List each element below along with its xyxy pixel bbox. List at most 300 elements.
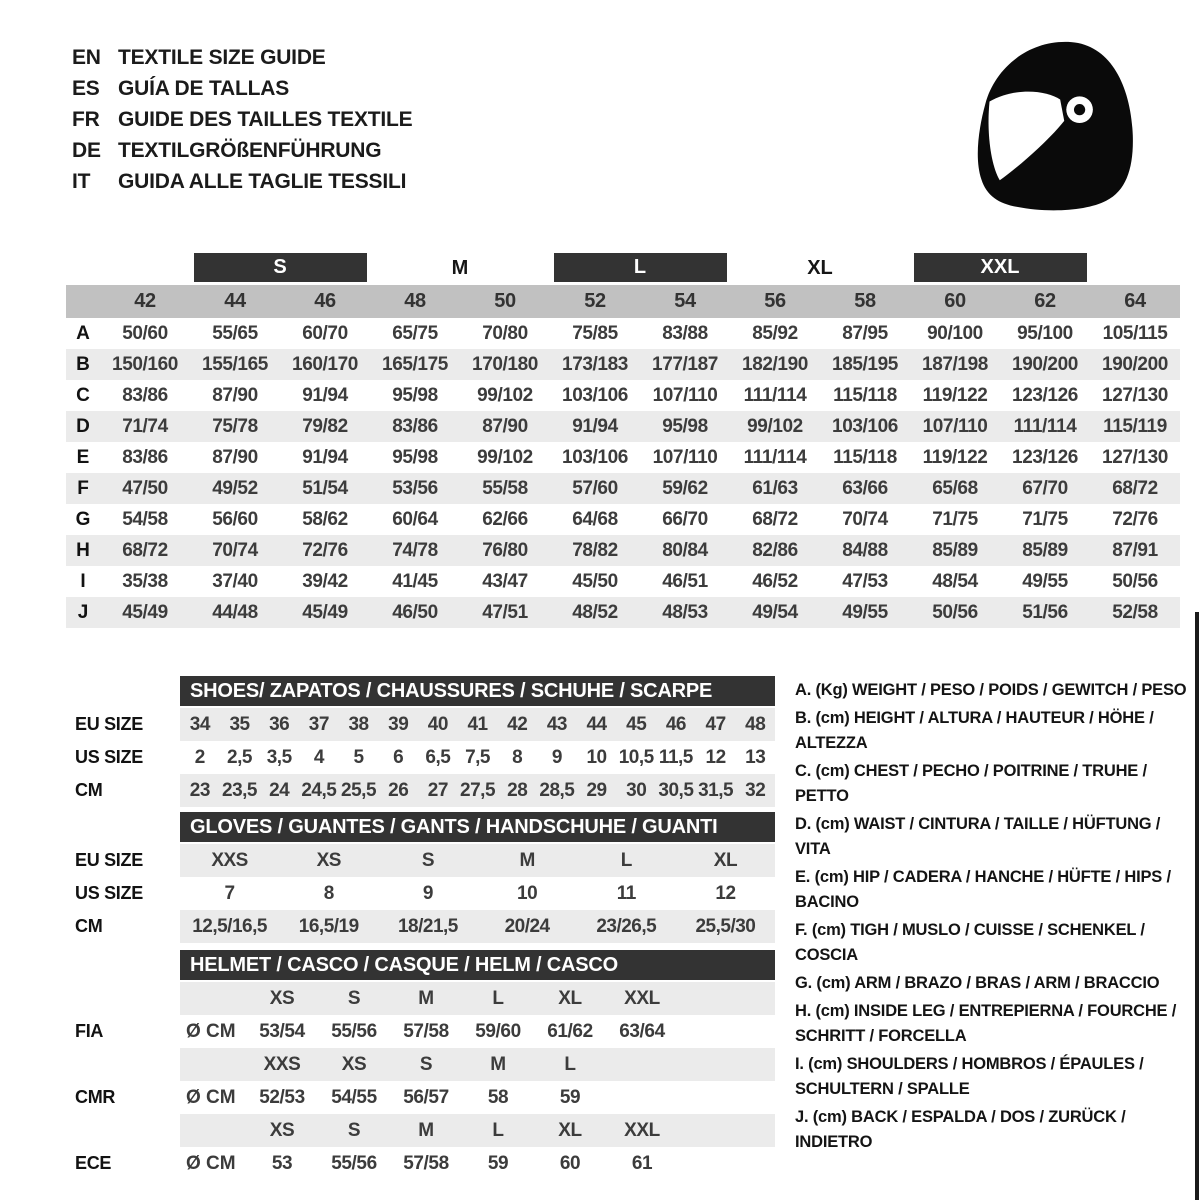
helmet-size-value: 56/57 [403,1086,449,1108]
measure-value: 103/106 [562,446,628,468]
eu-size-value: 44 [224,290,246,312]
eu-size-value: 62 [1034,290,1056,312]
measure-value: 87/90 [482,415,528,437]
size-cell: 2,5 [227,746,252,768]
helmet-size-label: S [419,1053,433,1075]
measure-value: 87/91 [1112,539,1158,561]
size-cell: 47 [705,713,726,735]
measure-value: 78/82 [572,539,618,561]
size-cell: 42 [507,713,528,735]
shoes-cells [180,741,775,774]
measure-value: 71/75 [1022,508,1068,530]
measure-value: 61/63 [752,477,798,499]
side-label: US SIZE [75,747,143,767]
measure-value: 39/42 [302,570,348,592]
helmet-size-label: XXS [263,1053,301,1075]
helmet-size-label: XXL [624,1119,660,1141]
measure-value: 71/75 [932,508,978,530]
size-cell: 23,5 [222,779,257,801]
gloves-row [75,877,775,910]
helmet-size-label: XS [269,1119,295,1141]
measure-value: 70/80 [482,322,528,344]
size-cell: 10 [586,746,607,768]
row-letter: J [77,601,89,623]
measure-value: 35/38 [122,570,168,592]
racing-helmet-icon [972,36,1136,212]
measure-value: 49/54 [752,601,798,623]
helmet-size-label: M [490,1053,506,1075]
helmet-values-cells [180,1015,775,1048]
size-group-xxl: XXL [914,253,1087,282]
size-cell: XS [316,849,341,871]
measure-value: 99/102 [747,415,803,437]
helmet-size-value: 59/60 [475,1020,521,1042]
eu-size-value: 48 [404,290,426,312]
size-cell: 8 [512,746,523,768]
size-cell: 16,5/19 [298,915,359,937]
row-letter: C [76,384,90,406]
measure-value: 115/119 [1103,415,1167,437]
size-cell: 30 [626,779,647,801]
measure-value: 87/90 [212,446,258,468]
measure-value: 84/88 [842,539,888,561]
shoes-table [75,676,775,807]
gloves-cells [180,844,775,877]
shoes-row [75,708,775,741]
measure-value: 115/118 [833,384,897,406]
size-cell: 18/21,5 [397,915,458,937]
measure-value: 67/70 [1022,477,1068,499]
helmet-size-value: 57/58 [403,1020,449,1042]
right-edge-line [1195,612,1199,1200]
measure-value: 49/55 [842,601,888,623]
language-row [72,73,412,104]
measure-value: 82/86 [752,539,798,561]
measure-value: 79/82 [302,415,348,437]
gloves-cells [180,910,775,943]
measure-value: 95/98 [392,446,438,468]
helmet-size-label: S [347,987,361,1009]
measure-row-i [66,566,1180,597]
language-code: EN [72,46,101,69]
helmet-size-label: XL [558,1119,582,1141]
size-cell: 12 [715,882,736,904]
language-title: GUÍA DE TALLAS [118,77,290,100]
measure-value: 111/114 [743,384,807,406]
size-cell: 3,5 [266,746,292,768]
eu-size-value: 60 [944,290,966,312]
helmet-size-value: 54/55 [331,1086,377,1108]
gloves-table [75,812,775,943]
measure-value: 190/200 [1012,353,1078,375]
size-cell: 2 [194,746,205,768]
measure-value: 103/106 [832,415,898,437]
helmet-size-label: M [418,987,434,1009]
legend-item: H. (cm) INSIDE LEG / ENTREPIERNA / FOURCHE / SCHRITT / FORCELLA [795,1002,1177,1045]
measure-value: 47/53 [842,570,888,592]
row-letter: A [76,322,90,344]
measure-value: 72/76 [302,539,348,561]
language-title: GUIDE DES TAILLES TEXTILE [118,108,413,131]
size-cell: 39 [388,713,409,735]
size-group-l: L [554,253,727,282]
measure-row-d [66,411,1180,442]
size-cell: 32 [745,779,766,801]
size-cell: XXS [211,849,248,871]
size-cell: 24,5 [301,779,337,801]
size-cell: 25,5/30 [695,915,756,937]
measure-row-g [66,504,1180,535]
helmet-values-cells [180,1147,775,1180]
side-label: ECE [75,1153,112,1173]
unit-label: Ø CM [186,1020,236,1042]
helmet-sizes-row [75,982,775,1015]
measure-row-a [66,318,1180,349]
measure-row-f [66,473,1180,504]
helmet-table [75,950,775,1180]
size-group-xl: XL [807,257,833,279]
measure-value: 83/88 [662,322,708,344]
main-size-table [66,252,1180,628]
band-empty [1094,252,1181,285]
helmet-ece-row [75,1147,775,1180]
measure-value: 185/195 [832,353,898,375]
size-cell: 35 [229,713,250,735]
side-label: CMR [75,1087,116,1107]
measure-value: 45/49 [302,601,348,623]
size-cell: 36 [269,713,290,735]
measure-row-c [66,380,1180,411]
side-label: EU SIZE [75,850,143,870]
helmet-size-value: 59 [487,1152,509,1174]
measure-value: 85/92 [752,322,798,344]
eu-size-row [66,285,1180,318]
measure-value: 50/60 [122,322,168,344]
side-label: CM [75,780,103,800]
legend-item: B. (cm) HEIGHT / ALTURA / HAUTEUR / HÖHE / ALTEZZA [795,709,1154,752]
shoes-title: SHOES/ ZAPATOS / CHAUSSURES / SCHUHE / SCARPE [180,676,775,706]
measure-value: 80/84 [662,539,708,561]
band-empty [100,252,187,285]
measurement-legend [795,678,1193,1158]
measure-value: 107/110 [922,415,988,437]
measure-value: 83/86 [122,384,168,406]
measure-value: 60/64 [392,508,438,530]
helmet-size-value: 60 [559,1152,581,1174]
measure-row-h [66,535,1180,566]
helmet-size-value: 55/56 [331,1152,377,1174]
measure-value: 177/187 [652,353,718,375]
size-cell: 25,5 [341,779,377,801]
measure-value: 59/62 [662,477,708,499]
side-label: FIA [75,1021,104,1041]
helmet-sizes-row [75,1048,775,1081]
size-cell: 40 [427,713,448,735]
measure-value: 127/130 [1102,446,1168,468]
measure-value: 83/86 [122,446,168,468]
language-list [72,42,412,197]
measure-value: 55/58 [482,477,528,499]
row-letter: E [76,446,90,468]
measure-value: 68/72 [752,508,798,530]
size-cell: 28 [507,779,528,801]
legend-item: D. (cm) WAIST / CINTURA / TAILLE / HÜFTUNG / VITA [795,815,1161,858]
measure-value: 51/54 [302,477,348,499]
size-cell: 12 [705,746,726,768]
unit-label: Ø CM [186,1086,236,1108]
size-cell: 31,5 [698,779,734,801]
measure-value: 76/80 [482,539,528,561]
measure-value: 49/55 [1022,570,1068,592]
unit-label: Ø CM [186,1152,236,1174]
measure-value: 50/56 [932,601,978,623]
measure-value: 105/115 [1102,322,1168,344]
legend-item: F. (cm) TIGH / MUSLO / CUISSE / SCHENKEL / COSCIA [795,921,1145,964]
size-cell: 30,5 [658,779,694,801]
measure-row-j [66,597,1180,628]
helmet-title-row [75,950,775,980]
size-cell: 28,5 [539,779,575,801]
measure-value: 54/58 [122,508,168,530]
measure-value: 91/94 [302,446,348,468]
measure-value: 50/56 [1112,570,1158,592]
helmet-size-label: S [347,1119,361,1141]
helmet-size-value: 53/54 [259,1020,305,1042]
eu-size-value: 42 [134,290,156,312]
measure-value: 155/165 [202,353,268,375]
measure-value: 74/78 [392,539,438,561]
measure-value: 45/49 [122,601,168,623]
size-cell: 37 [308,713,329,735]
helmet-fia-row [75,1015,775,1048]
measure-value: 87/95 [842,322,888,344]
language-row [72,42,412,73]
size-cell: 23/26,5 [596,915,657,937]
language-title: GUIDA ALLE TAGLIE TESSILI [118,170,407,193]
size-cell: L [620,849,632,871]
measure-value: 53/56 [392,477,438,499]
measure-value: 85/89 [932,539,978,561]
eu-size-value: 64 [1124,290,1146,312]
size-cell: XL [713,849,738,871]
measure-value: 64/68 [572,508,618,530]
size-cell: 29 [586,779,607,801]
measure-value: 127/130 [1102,384,1168,406]
measure-value: 111/114 [743,446,807,468]
language-code: DE [72,139,101,162]
measure-value: 60/70 [302,322,348,344]
size-cell: 24 [269,779,290,801]
language-code: FR [72,108,100,131]
measure-value: 72/76 [1112,508,1158,530]
measure-value: 68/72 [1112,477,1158,499]
size-cell: 27,5 [460,779,496,801]
helmet-size-value: 63/64 [619,1020,665,1042]
legend-item: E. (cm) HIP / CADERA / HANCHE / HÜFTE / HIPS / BACINO [795,868,1171,911]
helmet-sizes-row [75,1114,775,1147]
language-title: TEXTILE SIZE GUIDE [118,46,326,69]
measure-value: 190/200 [1102,353,1168,375]
size-cell: 45 [626,713,647,735]
language-row [72,135,412,166]
size-cell: S [421,849,435,871]
measure-value: 62/66 [482,508,528,530]
measure-value: 58/62 [302,508,348,530]
measure-value: 51/56 [1022,601,1068,623]
row-letter: F [77,477,89,499]
measure-value: 119/122 [922,446,988,468]
helmet-sizes-cells [180,982,775,1015]
shoes-cells [180,774,775,807]
gloves-cells [180,877,775,910]
measure-value: 99/102 [477,384,533,406]
row-letter: D [76,415,90,437]
measure-value: 55/65 [212,322,258,344]
helmet-size-value: 53 [271,1152,293,1174]
gloves-row [75,844,775,877]
helmet-size-label: XL [558,987,582,1009]
measure-value: 63/66 [842,477,888,499]
language-row [72,104,412,135]
measure-value: 56/60 [212,508,258,530]
measure-value: 46/51 [662,570,708,592]
gloves-title: GLOVES / GUANTES / GANTS / HANDSCHUHE / GUANTI [180,812,775,842]
eu-size-value: 54 [674,290,696,312]
measure-value: 46/50 [392,601,438,623]
helmet-size-value: 52/53 [259,1086,305,1108]
measure-value: 182/190 [742,353,808,375]
eu-size-value: 56 [764,290,786,312]
size-cell: 6,5 [425,746,451,768]
helmet-size-value: 58 [487,1086,509,1108]
helmet-size-label: M [418,1119,434,1141]
size-cell: 23 [189,779,210,801]
eu-size-value: 50 [494,290,516,312]
side-label: US SIZE [75,883,143,903]
helmet-size-value: 61/62 [547,1020,593,1042]
measure-value: 165/175 [382,353,448,375]
size-cell: 11,5 [658,746,693,768]
measure-value: 48/52 [572,601,618,623]
measure-value: 173/183 [562,353,628,375]
measure-value: 57/60 [572,477,618,499]
measure-value: 49/52 [212,477,258,499]
language-title: TEXTILGRÖßENFÜHRUNG [118,139,382,162]
helmet-size-label: XS [341,1053,367,1075]
measure-value: 119/122 [922,384,988,406]
helmet-cmr-row [75,1081,775,1114]
size-cell: 41 [467,713,488,735]
measure-value: 95/98 [392,384,438,406]
size-cell: 44 [586,713,607,735]
measure-value: 47/51 [482,601,528,623]
helmet-size-label: XXL [624,987,660,1009]
measure-value: 107/110 [652,446,718,468]
measure-value: 91/94 [302,384,348,406]
measure-value: 65/75 [392,322,438,344]
size-cell: 38 [348,713,369,735]
size-cell: 8 [323,882,334,904]
measure-value: 71/74 [122,415,168,437]
language-code: ES [72,77,100,100]
measure-value: 87/90 [212,384,258,406]
measure-value: 70/74 [212,539,258,561]
size-cell: 12,5/16,5 [192,915,267,937]
measure-value: 75/78 [212,415,258,437]
size-cell: 7,5 [465,746,490,768]
row-letter: G [75,508,91,530]
size-cell: 10 [517,882,538,904]
helmet-size-label: L [492,987,504,1009]
size-cell: 20/24 [504,915,550,937]
measure-value: 103/106 [562,384,628,406]
row-letter: H [76,539,90,561]
size-group-m: M [451,257,469,279]
measure-value: 107/110 [652,384,718,406]
measure-value: 52/58 [1112,601,1158,623]
measure-value: 91/94 [572,415,618,437]
helmet-size-value: 55/56 [331,1020,377,1042]
size-cell: 46 [665,713,686,735]
measure-value: 70/74 [842,508,888,530]
size-cell: 9 [422,882,433,904]
measure-value: 115/118 [833,446,897,468]
side-label: EU SIZE [75,714,143,734]
measure-value: 41/45 [392,570,438,592]
measure-value: 66/70 [662,508,708,530]
shoes-row [75,774,775,807]
size-cell: 27 [427,779,448,801]
measure-value: 68/72 [122,539,168,561]
size-cell: 5 [353,746,364,768]
helmet-size-label: XS [269,987,295,1009]
shoes-title-row [75,676,775,706]
helmet-size-label: L [492,1119,504,1141]
helmet-title: HELMET / CASCO / CASQUE / HELM / CASCO [180,950,775,980]
measure-value: 90/100 [927,322,983,344]
helmet-size-value: 57/58 [403,1152,449,1174]
size-cell: 10,5 [618,746,654,768]
size-cell: M [519,849,535,871]
measure-value: 150/160 [112,353,178,375]
language-code: IT [72,170,91,193]
measure-value: 37/40 [212,570,258,592]
helmet-values-cells [180,1081,775,1114]
measure-value: 43/47 [482,570,528,592]
size-cell: 9 [551,746,562,768]
visor-pivot-inner [1074,104,1085,115]
size-cell: 7 [224,882,235,904]
measure-value: 47/50 [122,477,168,499]
shoes-row [75,741,775,774]
gloves-row [75,910,775,943]
legend-item: C. (cm) CHEST / PECHO / POITRINE / TRUHE / PETTO [795,762,1147,805]
helmet-size-value: 59 [559,1086,581,1108]
helmet-sizes-cells [180,1114,775,1147]
measure-row-e [66,442,1180,473]
size-cell: 48 [745,713,766,735]
measure-row-b [66,349,1180,380]
legend-item: J. (cm) BACK / ESPALDA / DOS / ZURÜCK / INDIETRO [795,1108,1126,1151]
measure-value: 75/85 [572,322,618,344]
helmet-size-value: 61 [631,1152,653,1174]
size-cell: 11 [616,882,636,904]
measure-value: 48/54 [932,570,978,592]
shoes-cells [180,708,775,741]
measure-value: 65/68 [932,477,978,499]
eu-size-value: 46 [314,290,336,312]
eu-size-value: 58 [854,290,876,312]
